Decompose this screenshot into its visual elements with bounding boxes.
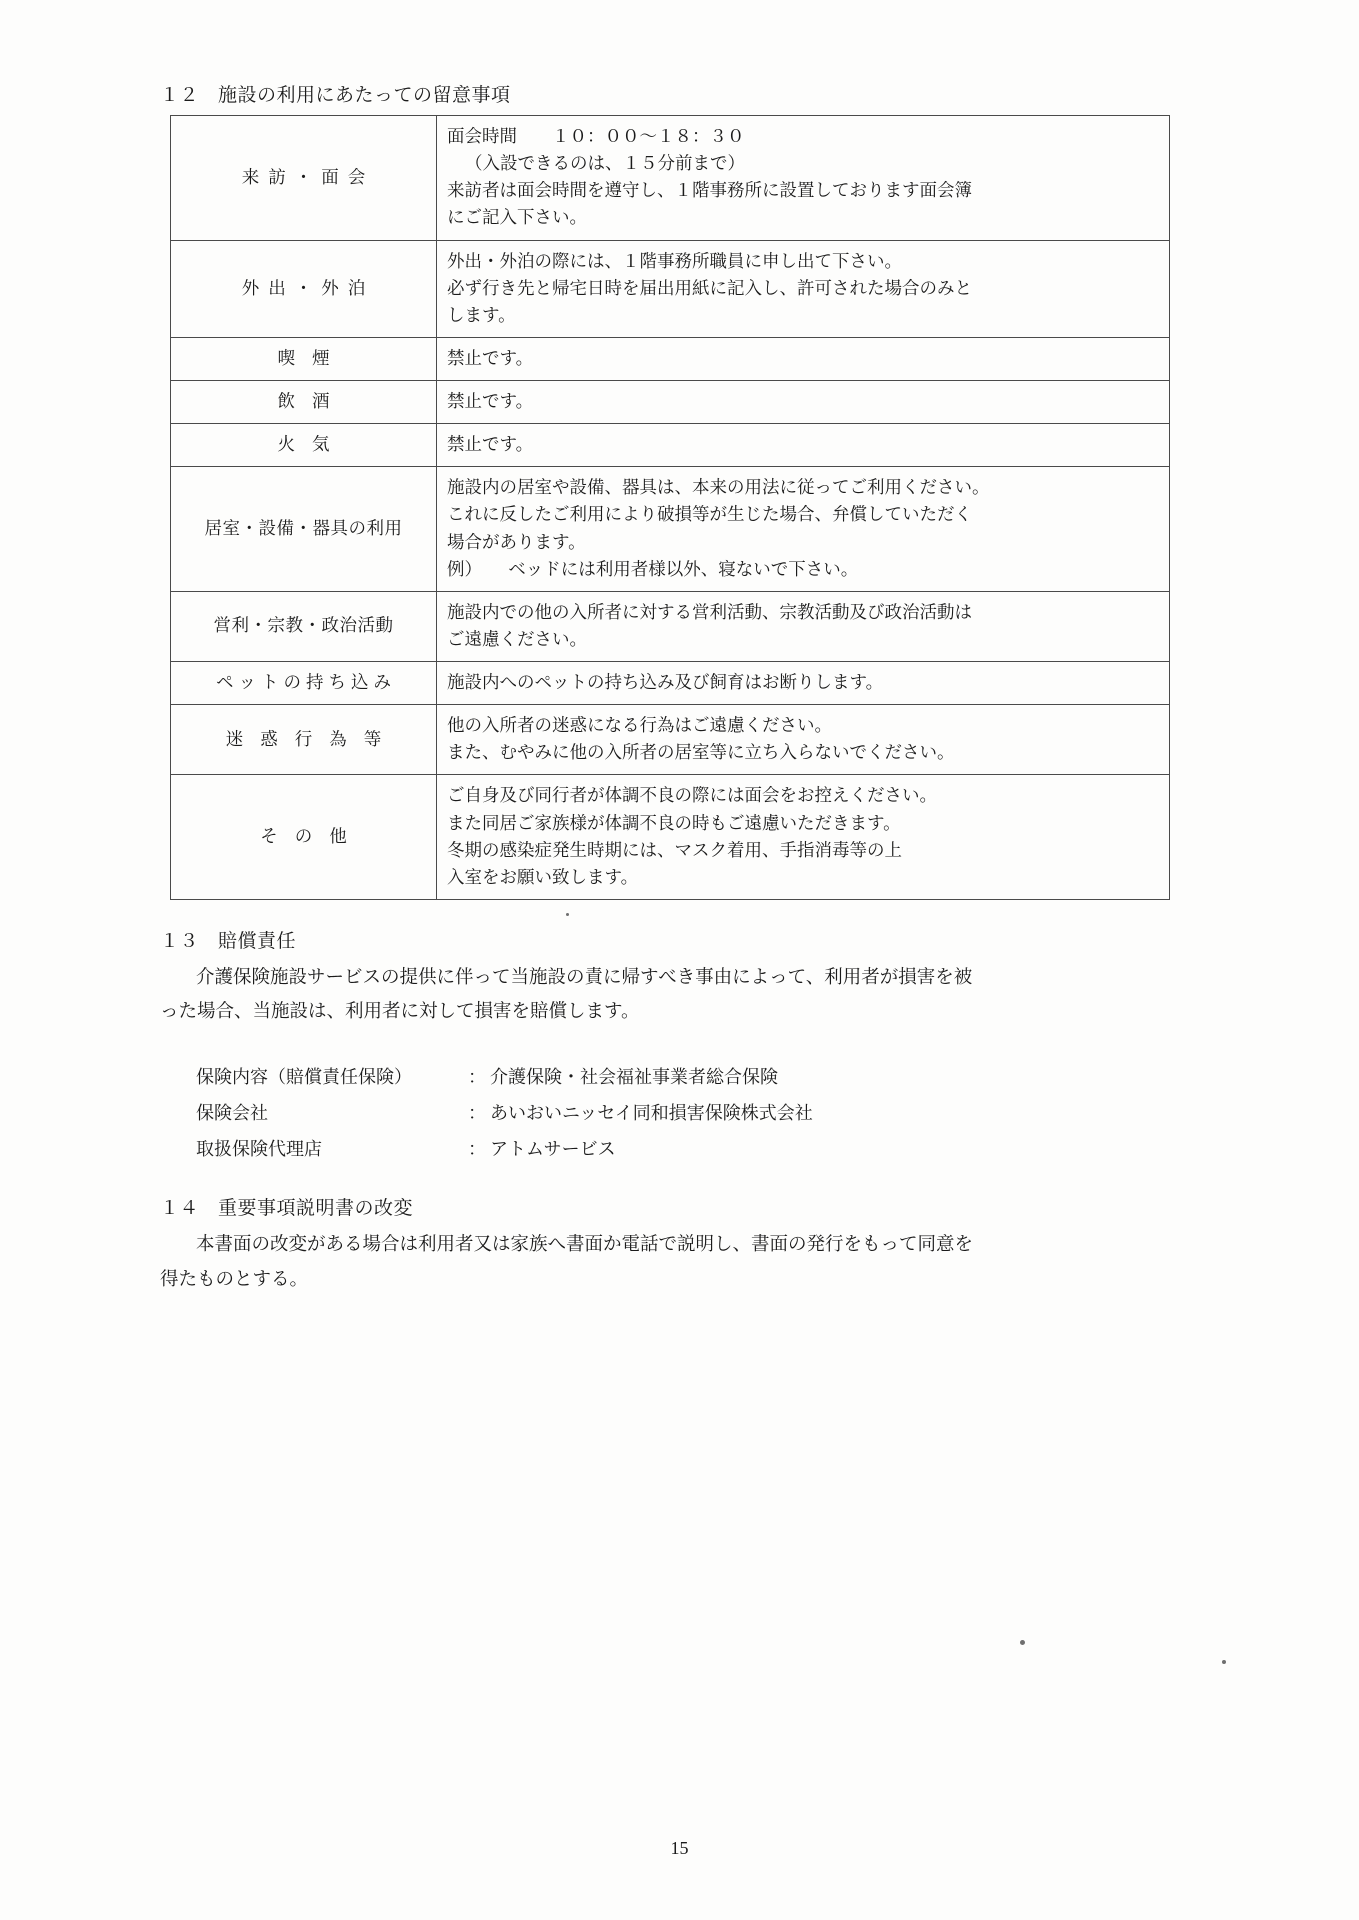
liability-paragraph (160, 961, 1200, 1029)
body-line: 施設内へのペットの持ち込み及び飼育はお断りします。 (447, 672, 884, 692)
list-item (196, 1095, 1200, 1131)
row-body-smoking (437, 337, 1170, 380)
body-line: にご記入下さい。 (447, 207, 587, 228)
revision-paragraph (160, 1228, 1200, 1296)
paragraph-line: 本書面の改変がある場合は利用者又は家族へ書面か電話で説明し、書面の発行をもって同意を (196, 1235, 974, 1256)
body-line: 冬期の感染症発生時期には、マスク着用、手指消毒等の上 (447, 839, 902, 860)
row-body-pets (437, 662, 1170, 705)
section-heading-12 (160, 80, 1200, 107)
row-body-drinking (437, 381, 1170, 424)
section-13 (160, 926, 1200, 1167)
insurance-details (196, 1059, 1200, 1167)
page-content (160, 80, 1200, 1297)
row-label-equipment: 居室・設備・器具の利用 (171, 467, 437, 592)
body-line: します。 (447, 304, 516, 325)
section-number-14: １４ (160, 1198, 200, 1220)
row-body-outing (437, 240, 1170, 337)
page-number: 15 (670, 1838, 689, 1858)
usage-notes-table (170, 115, 1170, 900)
paragraph-line: 介護保険施設サービスの提供に伴って当施設の責に帰すべき事由によって、利用者が損害を被 (196, 967, 973, 988)
row-body-activities (437, 591, 1170, 661)
insurance-separator: ： (468, 1139, 486, 1160)
body-line: ご自身及び同行者が体調不良の際には面会をお控えください。 (447, 785, 937, 806)
row-label-smoking: 喫煙 (171, 337, 437, 380)
body-line: （入設できるのは、１５分前まで） (465, 153, 745, 174)
body-line: 場合があります。 (447, 531, 586, 552)
insurance-key: 保険内容（賠償責任保険） (196, 1067, 412, 1088)
table-row (171, 705, 1170, 775)
table-row (171, 424, 1170, 467)
table-row (171, 775, 1170, 900)
row-body-nuisance (437, 705, 1170, 775)
body-line: また同居ご家族様が体調不良の時もご遠慮いただきます。 (447, 812, 901, 833)
row-label-activities: 営利・宗教・政治活動 (171, 591, 437, 661)
scan-speck (566, 913, 569, 916)
row-label-visit: 来訪・面会 (171, 116, 437, 241)
table-row (171, 116, 1170, 241)
row-label-nuisance: 迷惑行為等 (171, 705, 437, 775)
body-line: 施設内の居室や設備、器具は、本来の用法に従ってご利用ください。 (447, 477, 990, 498)
body-line: これに反したご利用により破損等が生じた場合、弁償していただく (447, 504, 972, 525)
body-line: 外出・外泊の際には、１階事務所職員に申し出て下さい。 (447, 250, 902, 271)
body-line: 入室をお願い致します。 (447, 866, 639, 887)
insurance-key: 取扱保険代理店 (196, 1139, 322, 1160)
insurance-key: 保険会社 (196, 1103, 268, 1124)
list-item (196, 1131, 1200, 1167)
body-line: 施設内での他の入所者に対する営利活動、宗教活動及び政治活動は (447, 601, 972, 622)
list-item (196, 1059, 1200, 1095)
body-line: ご遠慮ください。 (447, 628, 587, 649)
table-row (171, 591, 1170, 661)
body-line: 来訪者は面会時間を遵守し、１階事務所に設置しております面会簿 (447, 180, 972, 201)
section-title-12: 施設の利用にあたっての留意事項 (218, 85, 511, 106)
section-heading-13 (160, 926, 1200, 953)
row-label-outing: 外出・外泊 (171, 240, 437, 337)
row-label-pets: ペットの持ち込み (171, 662, 437, 705)
section-title-13: 賠償責任 (218, 930, 297, 952)
body-line: 他の入所者の迷惑になる行為はご遠慮ください。 (447, 715, 832, 736)
insurance-separator: ： (468, 1067, 486, 1088)
table-row (171, 662, 1170, 705)
insurance-value: あいおいニッセイ同和損害保険株式会社 (490, 1103, 813, 1124)
body-line: 必ず行き先と帰宅日時を届出用紙に記入し、許可された場合のみと (447, 277, 972, 298)
table-row (171, 337, 1170, 380)
body-line: 禁止です。 (447, 434, 534, 455)
row-body-visit (437, 116, 1170, 241)
section-title-14: 重要事項説明書の改変 (218, 1198, 414, 1220)
row-label-fire: 火気 (171, 424, 437, 467)
body-line: 禁止です。 (447, 347, 534, 368)
section-14 (160, 1193, 1200, 1296)
scan-speck (1020, 1640, 1025, 1645)
paragraph-line: 得たものとする。 (160, 1269, 309, 1290)
body-line: 例） ベッドには利用者様以外、寝ないで下さい。 (447, 558, 859, 579)
insurance-value: 介護保険・社会福祉事業者総合保険 (490, 1067, 778, 1088)
body-line: また、むやみに他の入所者の居室等に立ち入らないでください。 (447, 742, 955, 763)
section-number-12: １２ (160, 85, 200, 106)
section-heading-14 (160, 1193, 1200, 1220)
scan-speck (1222, 1660, 1226, 1664)
row-label-drinking: 飲酒 (171, 381, 437, 424)
body-line: 面会時間 １０：００～１８：３０ (447, 126, 745, 146)
insurance-value: アトムサービス (490, 1139, 616, 1160)
table-row (171, 467, 1170, 592)
section-number-13: １３ (160, 930, 200, 952)
row-body-equipment (437, 467, 1170, 592)
table-row (171, 240, 1170, 337)
table-row (171, 381, 1170, 424)
row-body-fire (437, 424, 1170, 467)
body-line: 禁止です。 (447, 391, 534, 411)
paragraph-line: った場合、当施設は、利用者に対して損害を賠償します。 (160, 1002, 640, 1023)
insurance-separator: ： (468, 1103, 486, 1124)
row-body-other (437, 775, 1170, 900)
row-label-other: その他 (171, 775, 437, 900)
